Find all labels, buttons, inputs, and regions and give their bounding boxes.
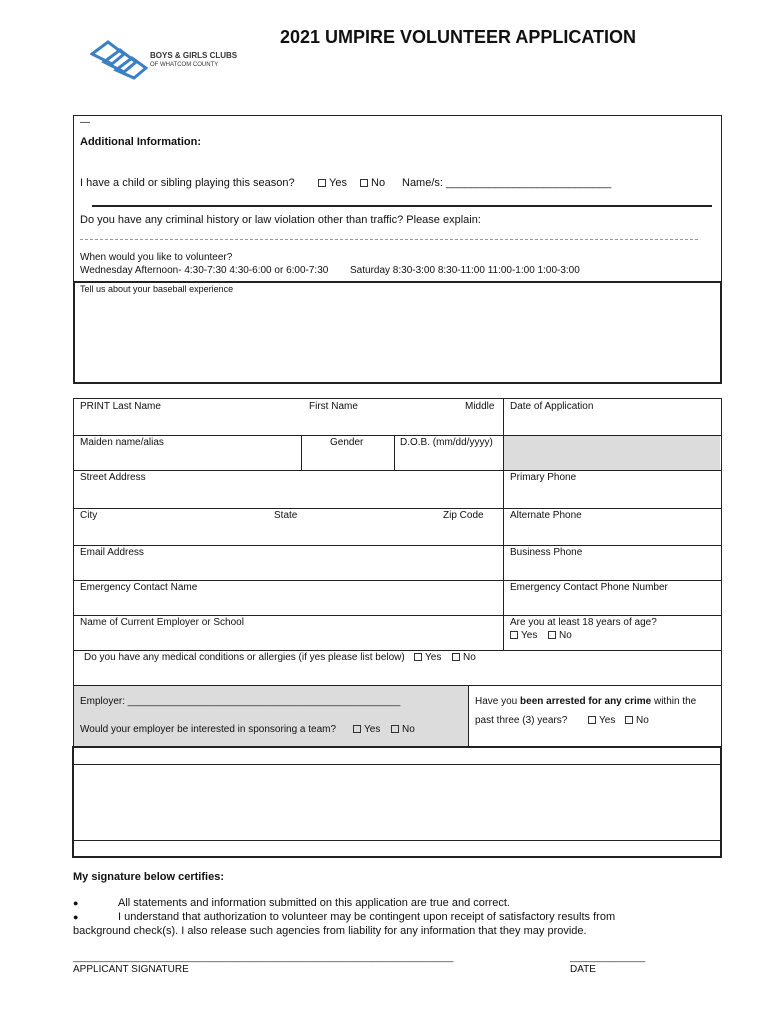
email-field[interactable]: Email Address bbox=[80, 547, 144, 558]
employer-field[interactable]: Employer: _________________________________________________ bbox=[80, 696, 401, 707]
age-no-checkbox[interactable] bbox=[548, 631, 556, 639]
child-question: I have a child or sibling playing this season? bbox=[80, 177, 295, 189]
arrest-no-checkbox[interactable] bbox=[625, 716, 633, 724]
emergency-contact-field[interactable]: Emergency Contact Name bbox=[80, 582, 198, 593]
arrest-question: Have you been arrested for any crime within the bbox=[475, 696, 697, 707]
sponsor-yes-option[interactable]: Yes bbox=[353, 725, 380, 735]
age-yes-checkbox[interactable] bbox=[510, 631, 518, 639]
page-title: 2021 UMPIRE VOLUNTEER APPLICATION bbox=[280, 27, 637, 47]
col-divider bbox=[394, 435, 395, 470]
row-divider bbox=[73, 685, 722, 686]
row-divider bbox=[73, 508, 722, 509]
col-divider bbox=[468, 685, 469, 748]
saturday-times: Saturday 8:30-3:00 8:30-11:00 11:00-1:00 1:00-3:00 bbox=[350, 265, 580, 276]
criminal-question: Do you have any criminal history or law violation other than traffic? Please explain: bbox=[80, 214, 481, 226]
certify-item-2: I understand that authorization to volunteer may be contingent upon receipt of satisfactory results from bbox=[118, 911, 616, 923]
state-field[interactable]: State bbox=[274, 510, 298, 521]
zip-code-field[interactable]: Zip Code bbox=[443, 510, 484, 521]
dash: — bbox=[80, 117, 90, 128]
arrest-question-cont: past three (3) years? bbox=[475, 715, 568, 726]
bullet-2: ● bbox=[73, 912, 79, 922]
age-question: Are you at least 18 years of age? bbox=[510, 617, 657, 628]
sponsor-yes-checkbox[interactable] bbox=[353, 725, 361, 733]
certify-item-1: All statements and information submitted on this application are true and correct. bbox=[118, 897, 510, 909]
child-no-option[interactable]: No bbox=[360, 178, 385, 189]
emergency-phone-field[interactable]: Emergency Contact Phone Number bbox=[510, 582, 668, 593]
certify-heading: My signature below certifies: bbox=[73, 871, 224, 883]
first-name-field[interactable]: First Name bbox=[309, 401, 358, 412]
wednesday-times: Wednesday Afternoon- 4:30-7:30 4:30-6:00 or 6:00-7:30 bbox=[80, 265, 329, 276]
names-rule bbox=[92, 205, 712, 207]
explanation-bottom-line bbox=[74, 840, 720, 841]
medical-yes-checkbox[interactable] bbox=[414, 653, 422, 661]
signature-label: APPLICANT SIGNATURE bbox=[73, 964, 189, 975]
alternate-phone-field[interactable]: Alternate Phone bbox=[510, 510, 582, 521]
row-divider bbox=[73, 580, 722, 581]
age-yes-option[interactable]: Yes bbox=[510, 631, 537, 641]
row-divider bbox=[73, 470, 722, 471]
sponsor-no-option[interactable]: No bbox=[391, 725, 415, 735]
street-address-field[interactable]: Street Address bbox=[80, 472, 146, 483]
names-field[interactable]: Name/s: ___________________________ bbox=[402, 177, 612, 189]
row-divider bbox=[73, 545, 722, 546]
logo-hands-icon bbox=[90, 40, 148, 80]
col-divider bbox=[503, 398, 504, 650]
experience-box[interactable] bbox=[73, 281, 722, 384]
bullet-1: ● bbox=[73, 898, 79, 908]
child-yes-checkbox[interactable] bbox=[318, 179, 326, 187]
signature-line[interactable]: ____________________________________________________________________________ bbox=[73, 952, 454, 962]
certify-item-2-cont: background check(s). I also release such agencies from liability for any information that they may provide. bbox=[73, 925, 587, 937]
last-name-field[interactable]: PRINT Last Name bbox=[80, 401, 161, 412]
child-no-checkbox[interactable] bbox=[360, 179, 368, 187]
logo-text-1: BOYS & GIRLS CLUBS bbox=[150, 51, 238, 60]
explanation-box[interactable] bbox=[72, 746, 722, 858]
row-divider bbox=[73, 615, 722, 616]
date-line[interactable]: _______________ bbox=[570, 952, 646, 962]
maiden-name-field[interactable]: Maiden name/alias bbox=[80, 437, 164, 448]
row-divider bbox=[73, 650, 722, 651]
gender-field[interactable]: Gender bbox=[330, 437, 364, 448]
date-label: DATE bbox=[570, 964, 596, 975]
sponsor-no-checkbox[interactable] bbox=[391, 725, 399, 733]
criminal-answer-line[interactable] bbox=[80, 239, 698, 240]
medical-no-checkbox[interactable] bbox=[452, 653, 460, 661]
primary-phone-field[interactable]: Primary Phone bbox=[510, 472, 577, 483]
arrest-yes-option[interactable]: Yes bbox=[588, 716, 615, 726]
city-field[interactable]: City bbox=[80, 510, 98, 521]
when-question: When would you like to volunteer? bbox=[80, 252, 233, 263]
age-no-option[interactable]: No bbox=[548, 631, 572, 641]
business-phone-field[interactable]: Business Phone bbox=[510, 547, 583, 558]
arrest-no-option[interactable]: No bbox=[625, 716, 649, 726]
dob-field[interactable]: D.O.B. (mm/dd/yyyy) bbox=[400, 437, 493, 448]
arrest-yes-checkbox[interactable] bbox=[588, 716, 596, 724]
logo-text-2: OF WHATCOM COUNTY bbox=[150, 62, 219, 68]
additional-info-heading: Additional Information: bbox=[80, 136, 201, 148]
experience-label: Tell us about your baseball experience bbox=[80, 284, 234, 294]
employer-school-field[interactable]: Name of Current Employer or School bbox=[80, 617, 244, 628]
col-divider bbox=[301, 435, 302, 470]
medical-yes-option[interactable]: Yes bbox=[414, 653, 441, 663]
medical-question: Do you have any medical conditions or allergies (if yes please list below) bbox=[84, 652, 405, 663]
logo bbox=[90, 40, 260, 80]
explanation-top-line bbox=[74, 764, 720, 765]
child-yes-option[interactable]: Yes bbox=[318, 178, 347, 189]
medical-no-option[interactable]: No bbox=[452, 653, 476, 663]
middle-name-field[interactable]: Middle bbox=[465, 401, 495, 412]
sponsor-question: Would your employer be interested in sponsoring a team? bbox=[80, 724, 337, 735]
date-of-application-field[interactable]: Date of Application bbox=[510, 401, 594, 412]
row-divider bbox=[73, 435, 722, 436]
